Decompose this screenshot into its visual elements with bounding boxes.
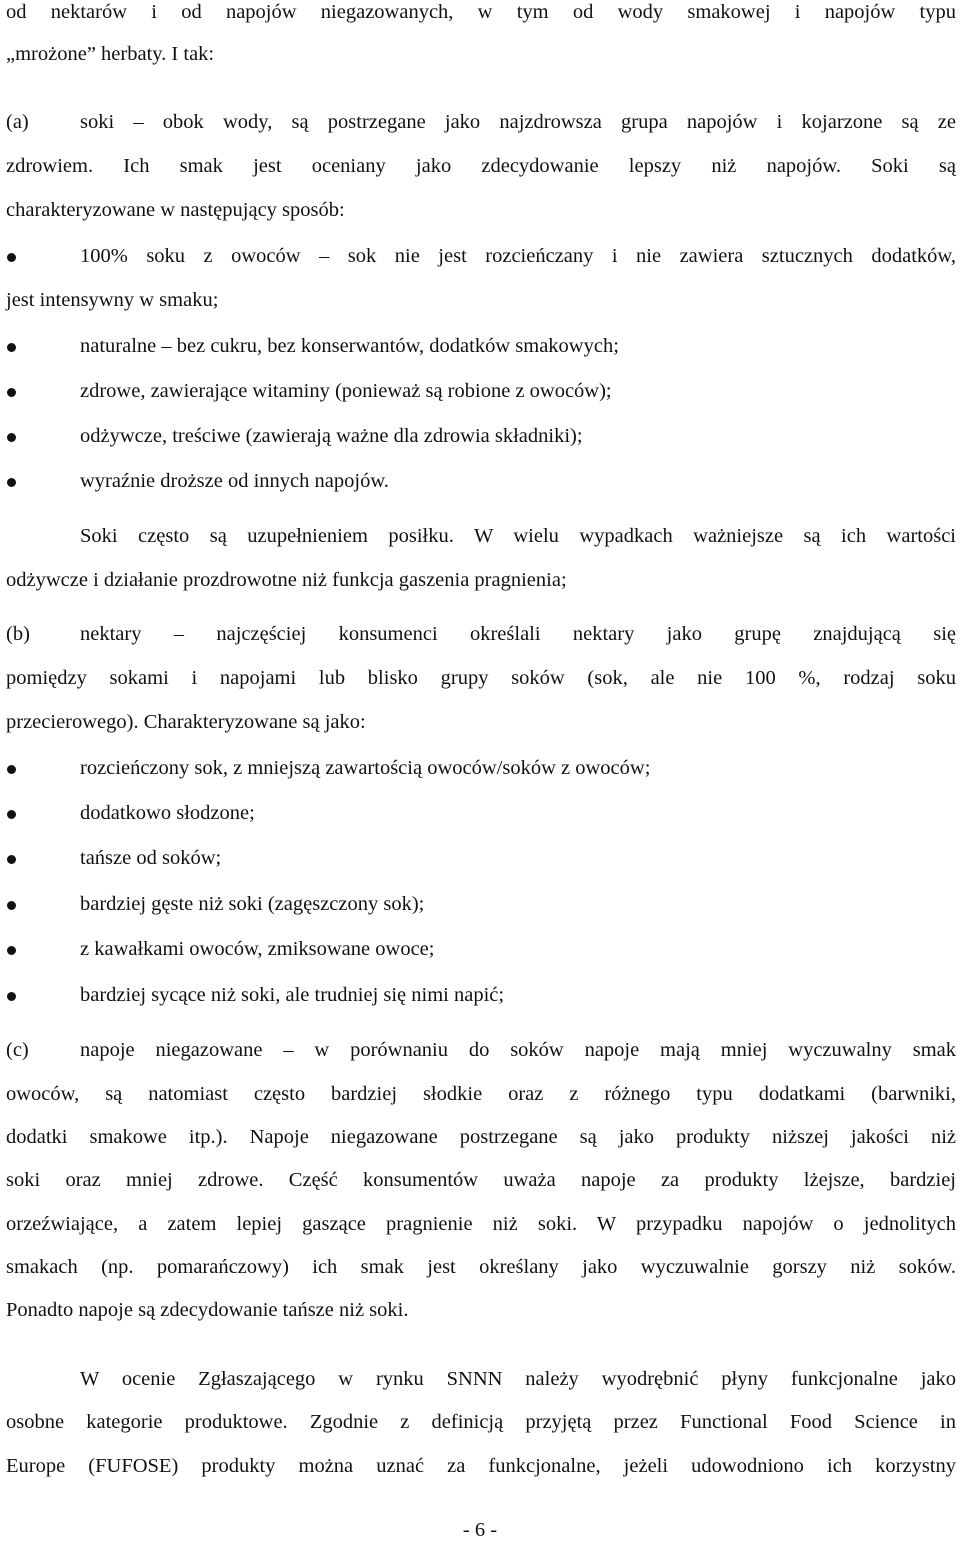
text-line: Soki często są uzupełnieniem posiłku. W wielu wypadkach ważniejsze są ich wartości	[80, 525, 956, 547]
page-number: - 6 -	[462, 1519, 498, 1541]
text-line: owoców, są natomiast często bardziej słodkie oraz z różnego typu dodatkami (barwniki,	[6, 1083, 956, 1105]
text-line: pomiędzy sokami i napojami lub blisko grupy soków (sok, ale nie 100 %, rodzaj soku	[6, 667, 956, 689]
bullet-item: 100% soku z owoców – sok nie jest rozcieńczany i nie zawiera sztucznych dodatków,	[80, 245, 956, 267]
bullet-item: wyraźnie droższe od innych napojów.	[80, 470, 389, 492]
bullet-item: bardziej sycące niż soki, ale trudniej się nimi napić;	[80, 984, 505, 1006]
bullet-item: odżywcze, treściwe (zawierają ważne dla zdrowia składniki);	[80, 425, 583, 447]
list-label-a: (a)	[6, 111, 29, 133]
bullet-icon	[7, 253, 16, 262]
bullet-item: zdrowe, zawierające witaminy (ponieważ są robione z owoców);	[80, 380, 612, 402]
text-line: zdrowiem. Ich smak jest oceniany jako zdecydowanie lepszy niż napojów. Soki są	[6, 155, 956, 177]
text-line: jest intensywny w smaku;	[6, 289, 219, 311]
text-line: odżywcze i działanie prozdrowotne niż funkcja gaszenia pragnienia;	[6, 569, 567, 591]
text-line: od nektarów i od napojów niegazowanych, w tym od wody smakowej i napojów typu	[6, 1, 956, 23]
text-line: „mrożone” herbaty. I tak:	[6, 43, 215, 65]
bullet-item: dodatkowo słodzone;	[80, 802, 255, 824]
bullet-icon	[7, 433, 16, 442]
bullet-item: rozcieńczony sok, z mniejszą zawartością owoców/soków z owoców;	[80, 757, 651, 779]
text-line: nektary – najczęściej konsumenci określali nektary jako grupę znajdującą się	[80, 623, 956, 645]
bullet-item: bardziej gęste niż soki (zagęszczony sok);	[80, 893, 425, 915]
text-line: napoje niegazowane – w porównaniu do soków napoje mają mniej wyczuwalny smak	[80, 1039, 956, 1061]
bullet-icon	[7, 855, 16, 864]
bullet-icon	[7, 992, 16, 1001]
bullet-icon	[7, 901, 16, 910]
bullet-icon	[7, 765, 16, 774]
text-line: soki oraz mniej zdrowe. Część konsumentów uważa napoje za produkty lżejsze, bardziej	[6, 1169, 956, 1191]
text-line: przecierowego). Charakteryzowane są jako:	[6, 711, 366, 733]
text-line: soki – obok wody, są postrzegane jako najzdrowsza grupa napojów i kojarzone są ze	[80, 111, 956, 133]
bullet-icon	[7, 810, 16, 819]
list-label-c: (c)	[6, 1039, 29, 1061]
text-line: Europe (FUFOSE) produkty można uznać za funkcjonalne, jeżeli udowodniono ich korzystny	[6, 1455, 956, 1477]
bullet-icon	[7, 343, 16, 352]
bullet-item: tańsze od soków;	[80, 847, 222, 869]
list-label-b: (b)	[6, 623, 30, 645]
bullet-icon	[7, 388, 16, 397]
bullet-icon	[7, 478, 16, 487]
text-line: Ponadto napoje są zdecydowanie tańsze niż soki.	[6, 1299, 409, 1321]
bullet-item: z kawałkami owoców, zmiksowane owoce;	[80, 938, 435, 960]
text-line: osobne kategorie produktowe. Zgodnie z definicją przyjętą przez Functional Food Science in	[6, 1411, 956, 1433]
text-line: charakteryzowane w następujący sposób:	[6, 199, 345, 221]
text-line: orzeźwiające, a zatem lepiej gaszące pragnienie niż soki. W przypadku napojów o jednolitych	[6, 1213, 956, 1235]
text-line: dodatki smakowe itp.). Napoje niegazowane postrzegane są jako produkty niższej jakości niż	[6, 1126, 956, 1148]
bullet-icon	[7, 946, 16, 955]
text-line: W ocenie Zgłaszającego w rynku SNNN należy wyodrębnić płyny funkcjonalne jako	[80, 1368, 956, 1390]
bullet-item: naturalne – bez cukru, bez konserwantów, dodatków smakowych;	[80, 335, 619, 357]
text-line: smakach (np. pomarańczowy) ich smak jest określany jako wyczuwalnie gorszy niż soków.	[6, 1256, 956, 1278]
